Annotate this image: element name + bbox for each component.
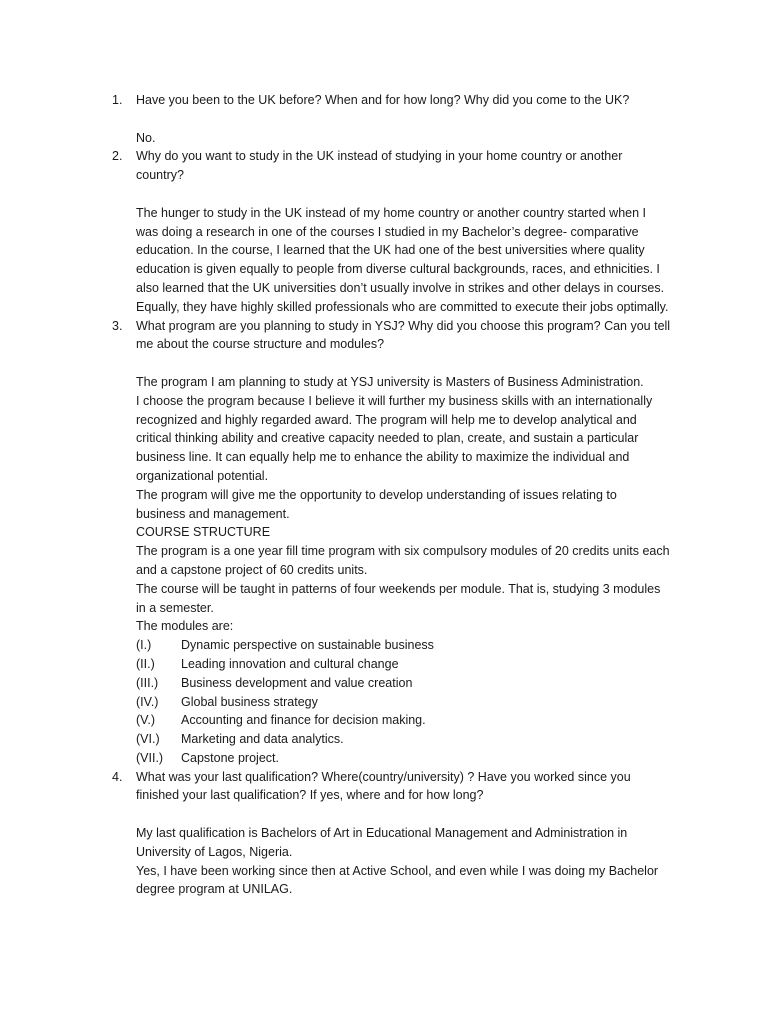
answer-line: in a semester. — [136, 600, 214, 615]
module-number: (V.) — [136, 713, 155, 728]
question-number: 4. — [112, 769, 123, 784]
answer-line: The hunger to study in the UK instead of my home country or another country started when I — [136, 205, 646, 220]
answer-2 — [0, 204, 686, 317]
question-2 — [0, 147, 686, 185]
answer-line: The course will be taught in patterns of four weekends per module. That is, studying 3 modules — [136, 581, 661, 596]
module-number: (I.) — [136, 638, 152, 653]
module-item — [0, 674, 686, 693]
question-line: What was your last qualification? Where(country/university) ? Have you worked since you — [136, 769, 631, 784]
question-1 — [0, 91, 686, 110]
module-number: (IV.) — [136, 694, 159, 709]
module-name: Dynamic perspective on sustainable business — [181, 638, 434, 653]
answer-line: Yes, I have been working since then at Active School, and even while I was doing my Bachelor — [136, 863, 659, 878]
question-line: country? — [136, 168, 184, 183]
answer-line: organizational potential. — [136, 468, 269, 483]
answer-line: critical thinking ability and creative capacity needed to plan, create, and sustain a particular — [136, 431, 639, 446]
module-number: (II.) — [136, 656, 155, 671]
module-item — [0, 655, 686, 674]
answer-line: business line. It can equally help me to enhance the ability to maximize the individual and — [136, 450, 630, 465]
module-number: (III.) — [136, 675, 159, 690]
answer-line: also learned that the UK universities don’t usually involve in strikes and other delays in courses. — [136, 280, 665, 295]
question-line: me about the course structure and modules? — [136, 337, 385, 352]
module-item — [0, 711, 686, 730]
answer-line: was doing a research in one of the courses I studied in my Bachelor’s degree- comparative — [136, 224, 639, 239]
blank-line — [0, 805, 768, 824]
blank-line — [0, 110, 768, 129]
question-number: 1. — [112, 93, 123, 107]
answer-line: The program I am planning to study at YSJ university is Masters of Business Administration. — [136, 374, 644, 389]
module-number: (VI.) — [136, 732, 160, 747]
module-name: Marketing and data analytics. — [181, 732, 344, 747]
answer-1: No. — [136, 130, 156, 145]
answer-line: Equally, they have highly skilled professionals who are committed to execute their jobs optimally. — [136, 299, 669, 314]
module-name: Leading innovation and cultural change — [181, 656, 399, 671]
answer-line: My last qualification is Bachelors of Art in Educational Management and Administration in — [136, 826, 628, 841]
answer-line: degree program at UNILAG. — [136, 882, 293, 897]
question-number: 3. — [112, 318, 123, 333]
answer-line: business and management. — [136, 506, 290, 521]
answer-line: University of Lagos, Nigeria. — [136, 844, 293, 859]
module-name: Capstone project. — [181, 750, 279, 765]
question-number: 2. — [112, 149, 123, 164]
answer-line: education. In the course, I learned that the UK had one of the best universities where quality — [136, 243, 645, 258]
answer-line: education is given equally to people from diverse cultural backgrounds, races, and ethnicities. I — [136, 262, 660, 277]
answer-line: and a capstone project of 60 credits units. — [136, 562, 368, 577]
question-line: finished your last qualification? If yes, where and for how long? — [136, 788, 484, 803]
answer-line: The program will give me the opportunity to develop understanding of issues relating to — [136, 487, 617, 502]
question-text: Have you been to the UK before? When and for how long? Why did you come to the UK? — [136, 93, 630, 107]
blank-line — [0, 354, 768, 373]
question-line: Why do you want to study in the UK instead of studying in your home country or another — [136, 149, 623, 164]
module-number: (VII.) — [136, 750, 164, 765]
answer-line: The program is a one year fill time program with six compulsory modules of 20 credits units each — [136, 544, 670, 559]
module-list — [0, 636, 768, 768]
module-item — [0, 636, 686, 655]
question-4 — [0, 768, 686, 806]
blank-line — [0, 185, 768, 204]
answer-4 — [0, 824, 686, 899]
course-structure-heading: COURSE STRUCTURE — [136, 525, 271, 540]
question-line: What program are you planning to study in YSJ? Why did you choose this program? Can you tell — [136, 318, 671, 333]
answer-3 — [0, 373, 686, 636]
module-name: Business development and value creation — [181, 675, 413, 690]
document-page — [0, 91, 768, 899]
module-name: Accounting and finance for decision making. — [181, 713, 426, 728]
question-3 — [0, 317, 686, 355]
module-item — [0, 693, 686, 712]
answer-line: recognized and highly regarded award. The program will help me to develop analytical and — [136, 412, 637, 427]
answer-line: The modules are: — [136, 619, 234, 634]
answer-line: I choose the program because I believe it will further my business skills with an internationally — [136, 393, 653, 408]
module-name: Global business strategy — [181, 694, 318, 709]
module-item — [0, 730, 686, 749]
module-item — [0, 749, 686, 768]
